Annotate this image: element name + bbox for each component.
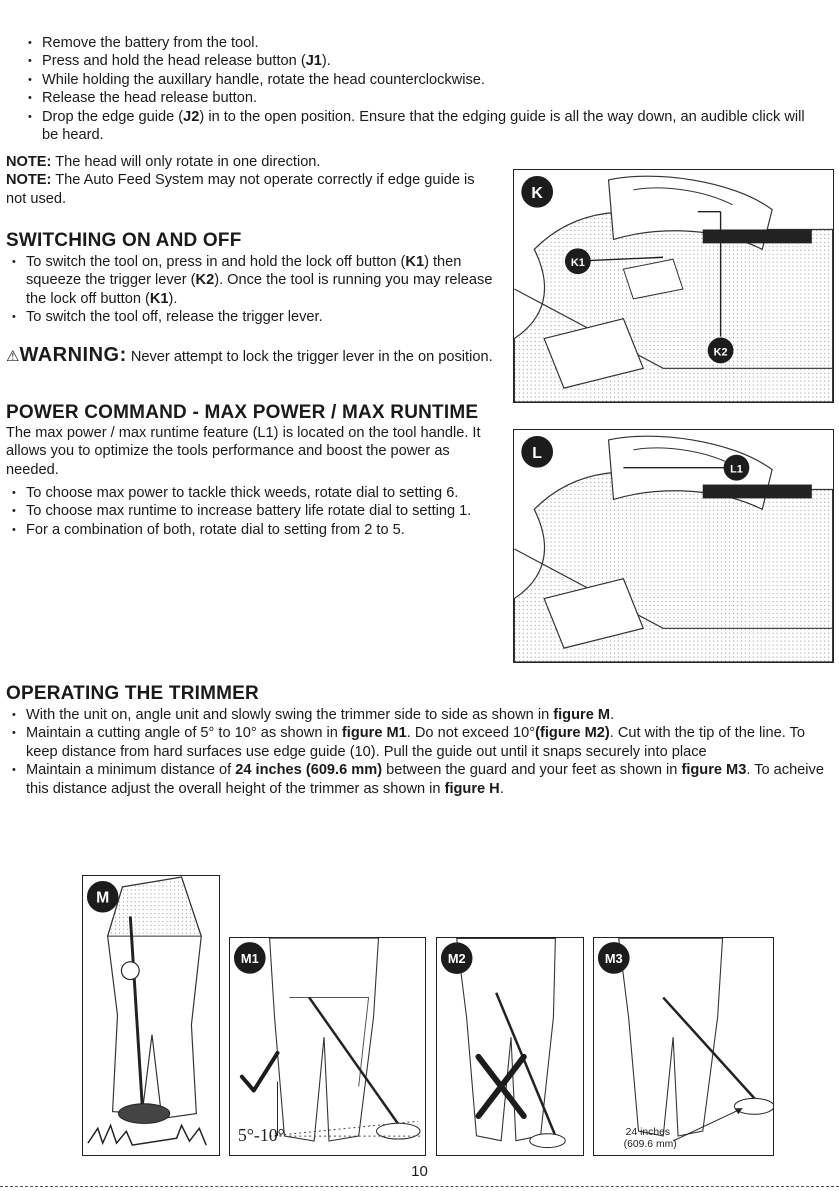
intro-step-3: • While holding the auxillary handle, rotate the head counterclockwise. (22, 71, 822, 89)
note-1: NOTE: The head will only rotate in one direction. (6, 154, 321, 170)
figure-m3-distance-inches: 24 inches (625, 1127, 671, 1139)
figure-l-badge: L (532, 444, 543, 462)
power-item-2: • To choose max runtime to increase battery life rotate dial to setting 1. (6, 502, 511, 520)
switching-list (6, 253, 496, 327)
operating-list (6, 706, 826, 798)
power-list (6, 484, 511, 539)
figure-l-callout-l1: L1 (730, 463, 743, 476)
figure-m1-illustration (230, 938, 425, 1155)
figure-k-callout-k1: K1 (570, 257, 585, 270)
figure-m1-badge: M1 (240, 950, 259, 966)
operating-heading: OPERATING THE TRIMMER (6, 683, 259, 704)
switching-item-2: • To switch the tool off, release the trigger lever. (6, 308, 496, 326)
intro-step-1: • Remove the battery from the tool. (22, 34, 822, 52)
operating-item-2: • Maintain a cutting angle of 5° to 10° as shown in figure M1. Do not exceed 10°(figure M2). Cut with the tip of the line. To keep distance from hard surfaces use edge guide (10). Pull the guide out until it snaps securely into place (6, 724, 826, 761)
operating-item-3: • Maintain a minimum distance of 24 inches (609.6 mm) between the guard and your feet as shown in figure M3. To acheive this distance adjust the overall height of the trimmer as shown in figure H. (6, 761, 826, 798)
figure-m3-distance-mm: (609.6 mm) (623, 1138, 677, 1150)
figure-m2 (436, 937, 584, 1156)
power-intro: The max power / max runtime feature (L1) is located on the tool handle. It allows you to optimize the tools performance and boost the power as needed. (6, 425, 481, 478)
figure-k (513, 169, 834, 403)
warning-triangle-icon: ⚠ (6, 348, 20, 365)
figure-k-badge: K (531, 184, 543, 202)
intro-step-5: • Drop the edge guide (J2) in to the open position. Ensure that the edging guide is all the way down, an audible click will be heard. (22, 108, 822, 145)
switching-item-1: • To switch the tool on, press in and hold the lock off button (K1) then squeeze the trigger lever (K2). Once the tool is running you may release the lock off button (K1). (6, 253, 496, 308)
operating-item-1: • With the unit on, angle unit and slowly swing the trimmer side to side as shown in figure M. (6, 706, 826, 724)
figure-m2-illustration (437, 938, 583, 1155)
figure-m-illustration (83, 876, 219, 1155)
check-mark-icon (242, 1053, 278, 1091)
figure-l-illustration (514, 430, 833, 662)
figure-m3 (593, 937, 774, 1156)
figure-m3-illustration (594, 938, 773, 1155)
power-item-1: • To choose max power to tackle thick weeds, rotate dial to setting 6. (6, 484, 511, 502)
figure-m1-angle-label: 5°-10° (237, 1125, 285, 1146)
figure-k-illustration (514, 170, 833, 402)
page-number: 10 (411, 1163, 428, 1180)
figure-k-callout-k2: K2 (713, 346, 728, 359)
bottom-divider (0, 1186, 839, 1187)
warning-label: WARNING: (19, 344, 127, 366)
intro-step-2: • Press and hold the head release button (J1). (22, 52, 822, 70)
intro-step-4: • Release the head release button. (22, 89, 822, 107)
figure-m1 (229, 937, 426, 1156)
figure-m2-badge: M2 (447, 951, 466, 967)
figure-l (513, 429, 834, 663)
notes-block (6, 153, 496, 208)
figure-m3-badge: M3 (604, 950, 623, 966)
note-2: NOTE: The Auto Feed System may not operate correctly if edge guide is not used. (6, 172, 475, 207)
figure-m (82, 875, 220, 1156)
power-heading: POWER COMMAND - MAX POWER / MAX RUNTIME (6, 402, 479, 423)
power-item-3: • For a combination of both, rotate dial to setting from 2 to 5. (6, 521, 511, 539)
switching-heading: SWITCHING ON AND OFF (6, 230, 242, 251)
figure-m-badge: M (96, 889, 110, 907)
warning-block (6, 345, 496, 367)
intro-steps-list (22, 34, 822, 144)
warning-text: Never attempt to lock the trigger lever in the on position. (126, 349, 493, 365)
